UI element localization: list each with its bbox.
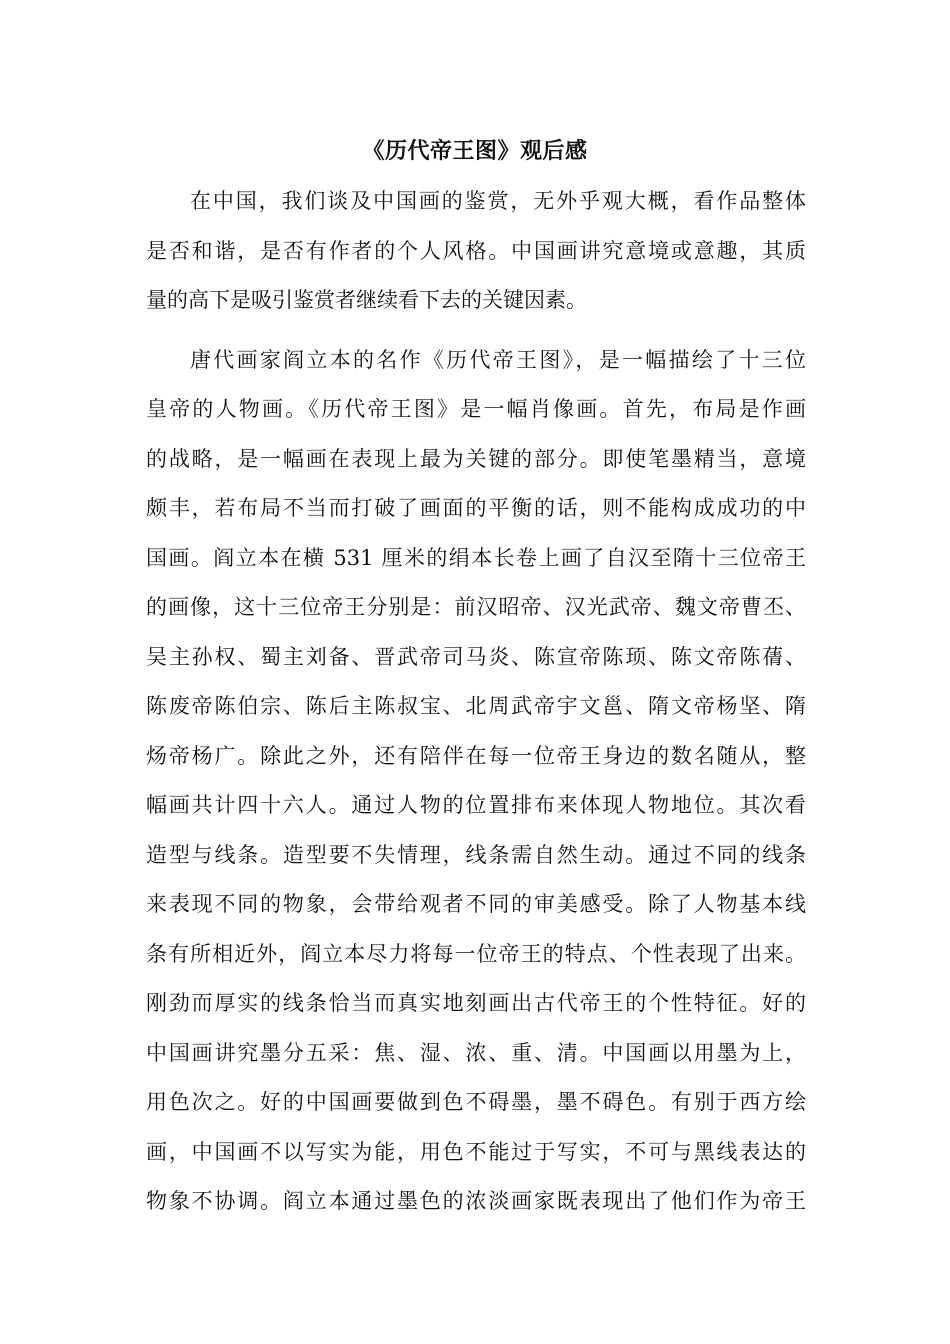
paragraph-line: 颇丰，若布局不当而打破了画面的平衡的话，则不能构成成功的中: [146, 496, 806, 520]
paragraph-line: 用色次之。好的中国画要做到色不碍墨，墨不碍色。有别于西方绘: [146, 1090, 806, 1114]
paragraph-line: 物象不协调。阎立本通过墨色的浓淡画家既表现出了他们作为帝王: [146, 1189, 806, 1213]
paragraph-line: 是否和谐，是否有作者的个人风格。中国画讲究意境或意趣，其质: [146, 238, 806, 263]
paragraph-line: 陈废帝陈伯宗、陈后主陈叔宝、北周武帝宇文邕、隋文帝杨坚、隋: [146, 694, 806, 718]
paragraph-line: 吴主孙权、蜀主刘备、晋武帝司马炎、陈宣帝陈顼、陈文帝陈蒨、: [146, 644, 806, 669]
paragraph-line: 在中国，我们谈及中国画的鉴赏，无外乎观大概，看作品整体: [190, 189, 806, 213]
paragraph-line: 炀帝杨广。除此之外，还有陪伴在每一位帝王身边的数名随从，整: [146, 743, 806, 768]
paragraph-line: 的战略，是一幅画在表现上最为关键的部分。即使笔墨精当，意境: [146, 446, 806, 471]
paragraph-line: 条有所相近外，阎立本尽力将每一位帝王的特点、个性表现了出来。: [146, 941, 806, 966]
paragraph-line: 唐代画家阎立本的名作《历代帝王图》，是一幅描绘了十三位: [190, 347, 806, 372]
paragraph-1: [146, 181, 806, 330]
paragraph-line: 的画像，这十三位帝王分别是：前汉昭帝、汉光武帝、魏文帝曹丕、: [146, 595, 806, 619]
paragraph-line: 量的高下是吸引鉴赏者继续看下去的关键因素。: [146, 288, 587, 312]
paragraph-line: 中国画讲究墨分五采：焦、湿、浓、重、清。中国画以用墨为上，: [146, 1040, 806, 1065]
paragraph-2: [146, 340, 806, 1231]
paragraph-line: 国画。阎立本在横 531 厘米的绢本长卷上画了自汉至隋十三位帝王: [146, 545, 806, 570]
paragraph-line: 幅画共计四十六人。通过人物的位置排布来体现人物地位。其次看: [146, 793, 806, 817]
paragraph-line: 来表现不同的物象，会带给观者不同的审美感受。除了人物基本线: [146, 892, 806, 916]
document-body: [146, 181, 806, 1231]
paragraph-line: 画，中国画不以写实为能，用色不能过于写实，不可与黑线表达的: [146, 1139, 806, 1164]
document-title: 《历代帝王图》观后感: [362, 139, 588, 164]
paragraph-line: 皇帝的人物画。《历代帝王图》是一幅肖像画。首先，布局是作画: [146, 397, 806, 421]
paragraph-line: 造型与线条。造型要不失情理，线条需自然生动。通过不同的线条: [146, 842, 806, 867]
paragraph-line: 刚劲而厚实的线条恰当而真实地刻画出古代帝王的个性特征。好的: [146, 991, 806, 1015]
